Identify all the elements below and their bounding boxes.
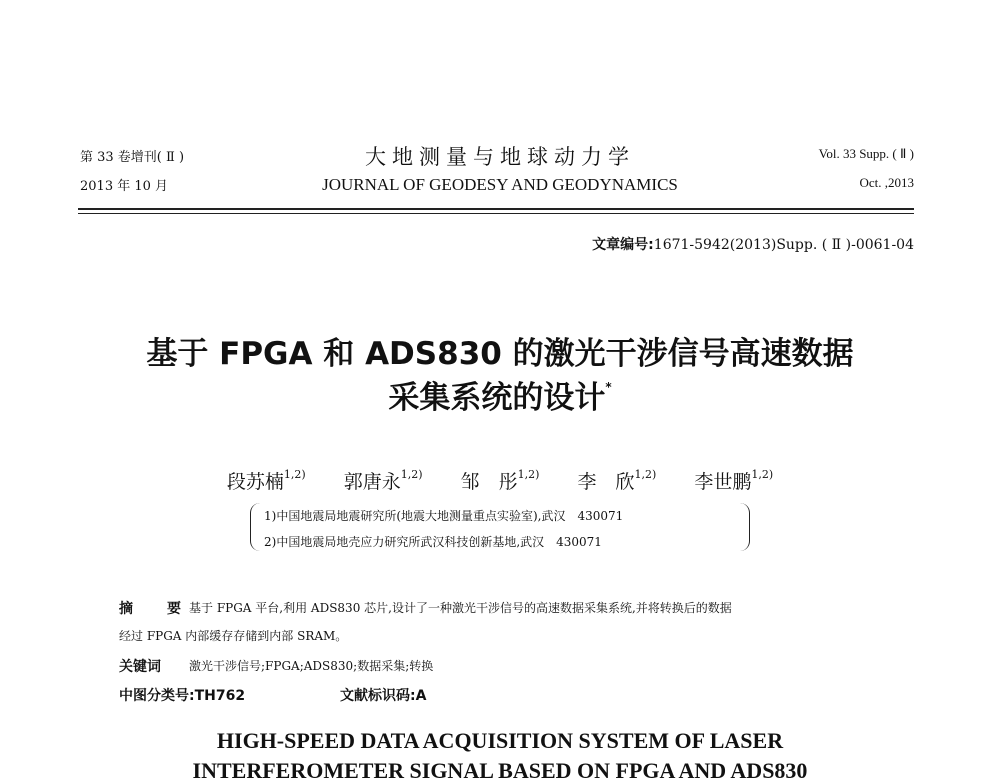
english-title-line1: HIGH-SPEED DATA ACQUISITION SYSTEM OF LASER [216, 728, 784, 753]
paper-title-line1: 基于 FPGA 和 ADS830 的激光干涉信号高速数据 [146, 336, 854, 372]
author-list [0, 467, 1000, 494]
author: 李世鹏$^{1,2)}$ [694, 467, 774, 493]
journal-title-cn: 大地测量与地球动力学 [365, 145, 635, 169]
author: 邹 彤$^{1,2)}$ [460, 467, 540, 493]
keywords-value: 激光干涉信号;FPGA;ADS830;数据采集;转换 [189, 659, 434, 673]
document-code-value: A [415, 688, 427, 704]
publication-date: 2013 年 10 月 [80, 179, 169, 194]
article-number-value: 1671-5942(2013)Supp. ( Ⅱ )-0061-04 [653, 237, 914, 253]
header-rule-thin [78, 213, 914, 214]
volume-issue-en: Vol. 33 Supp. ( Ⅱ ) [818, 146, 914, 161]
journal-title-en: JOURNAL OF GEODESY AND GEODYNAMICS [322, 175, 678, 194]
paper-title-line2 [0, 372, 1000, 417]
classification-label: 中图分类号: [119, 688, 195, 704]
volume-issue: 第 33 卷增刊( Ⅱ ) [80, 150, 185, 165]
header-rule-thick [78, 208, 914, 210]
article-number-label: 文章编号: [592, 237, 654, 253]
abstract-text-line2: 经过 FPGA 内部缓存存储到内部 SRAM。 [119, 629, 348, 643]
title-footnote-marker: * [605, 379, 612, 394]
classification-value: TH762 [194, 688, 246, 704]
abstract-text-line1: 基于 FPGA 平台,利用 ADS830 芯片,设计了一种激光干涉信号的高速数据采集系统,并将转换后的数据 [189, 601, 732, 615]
publication-date-en: Oct. ,2013 [859, 175, 914, 190]
article-number [592, 234, 914, 254]
affiliations [250, 503, 750, 553]
abstract-label: 摘 要 [119, 601, 191, 617]
affiliation-1: 1)中国地震局地震研究所(地震大地测量重点实验室),武汉 430071 [264, 509, 624, 523]
author: 李 欣$^{1,2)}$ [577, 467, 657, 493]
document-code-label: 文献标识码: [340, 688, 416, 704]
keywords-label: 关键词 [119, 659, 161, 675]
english-title-line2: INTERFEROMETER SIGNAL BASED ON FPGA AND ADS830 [192, 758, 808, 783]
classification [119, 685, 245, 705]
paper-title-line2-text: 采集系统的设计 [388, 380, 606, 416]
author: 郭唐永$^{1,2)}$ [343, 467, 423, 493]
document-code [340, 685, 426, 705]
affiliation-2: 2)中国地震局地壳应力研究所武汉科技创新基地,武汉 430071 [264, 535, 602, 549]
affiliation-bracket-right [739, 503, 750, 551]
author: 段苏楠$^{1,2)}$ [226, 467, 306, 493]
affiliation-bracket-left [250, 503, 261, 551]
